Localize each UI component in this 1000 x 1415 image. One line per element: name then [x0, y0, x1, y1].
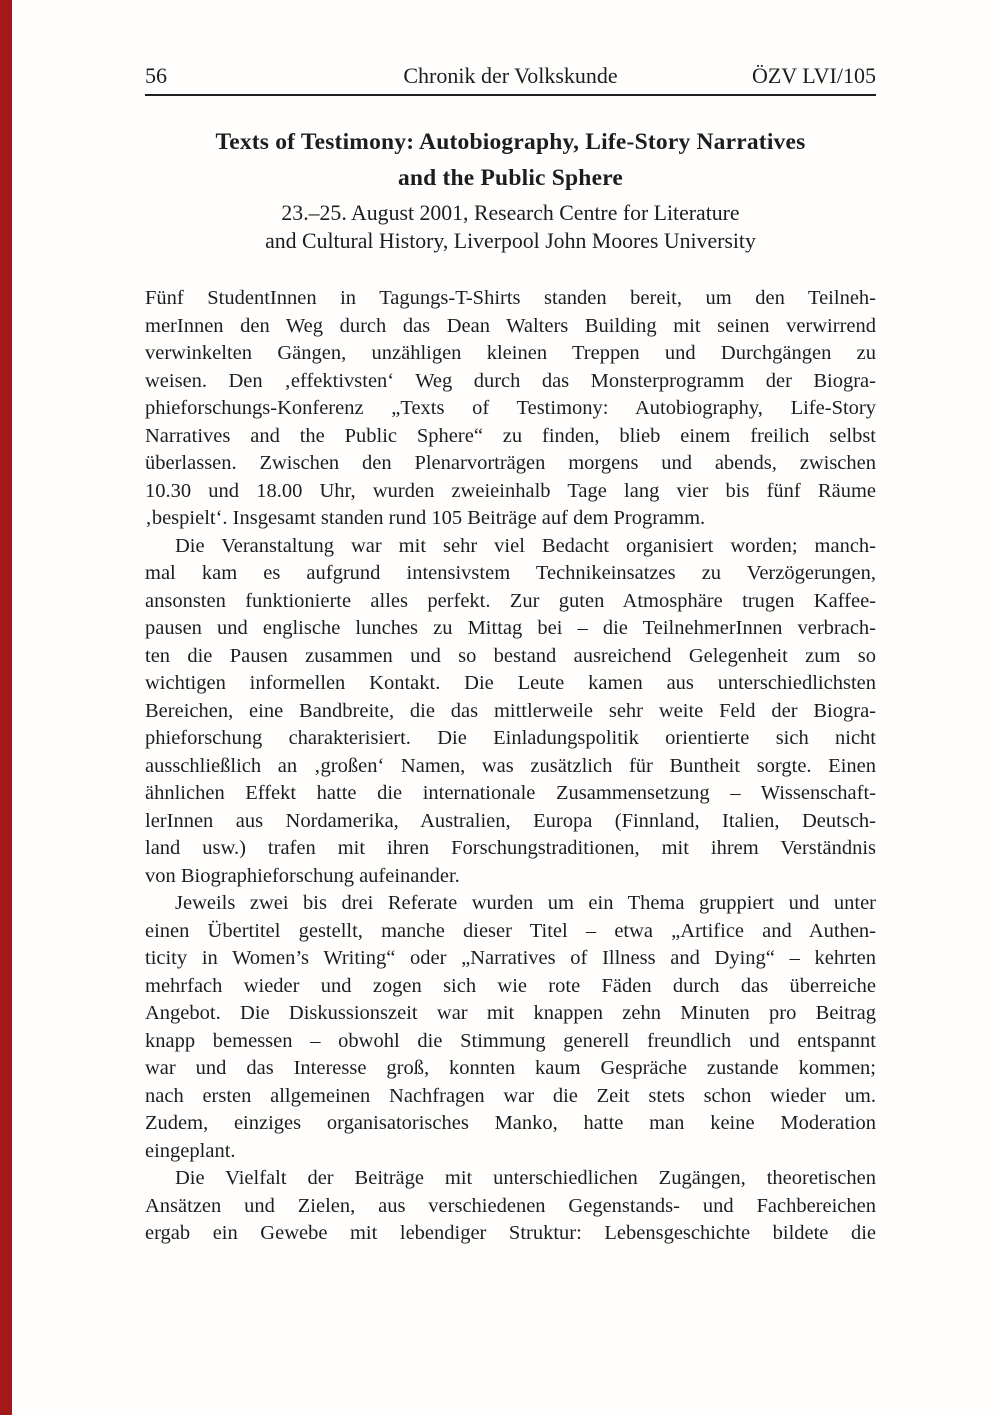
body-text-line: Jeweils zwei bis drei Referate wurden um ein Thema gruppiert und unter: [175, 892, 876, 914]
body-text-line: verwinkelten Gängen, unzähligen kleinen Treppen und Durchgängen zu: [145, 342, 876, 364]
body-text-line: war und das Interesse groß, konnten kaum Gespräche zustande kommen;: [145, 1057, 876, 1079]
body-text-line: ergab ein Gewebe mit lebendiger Struktur: Lebensgeschichte bildete die: [145, 1222, 876, 1244]
body-text-line: ‚bespielt‘. Insgesamt standen rund 105 Beiträge auf dem Programm.: [145, 507, 706, 529]
body-text-line: mal kam es aufgrund intensivstem Technikeinsatzes zu Verzögerungen,: [145, 562, 876, 584]
article-subtitle: [145, 199, 876, 255]
body-text-line: überlassen. Zwischen den Plenarvorträgen morgens und abends, zwischen: [145, 452, 876, 474]
page-content: [145, 0, 876, 1415]
article-body: [145, 285, 876, 1248]
body-text-line: pausen und englische lunches zu Mittag bei – die TeilnehmerInnen verbrach-: [145, 617, 876, 639]
body-text-line: weisen. Den ‚effektivsten‘ Weg durch das Monsterprogramm der Biogra-: [145, 369, 876, 392]
body-text-line: Bereichen, eine Bandbreite, die das mittlerweile sehr weite Feld der Biogra-: [145, 699, 876, 722]
body-text-line: Angebot. Die Diskussionszeit war mit knappen zehn Minuten pro Beitrag: [145, 1002, 876, 1024]
body-text-line: ansonsten funktionierte alles perfekt. Zur guten Atmosphäre trugen Kaffee-: [145, 589, 876, 612]
body-text-line: ausschließlich an ‚großen‘ Namen, was zusätzlich für Buntheit sorgte. Einen: [145, 754, 876, 777]
body-text-line: 10.30 und 18.00 Uhr, wurden zweieinhalb Tage lang vier bis fünf Räume: [145, 479, 876, 502]
article-title-line-2: and the Public Sphere: [397, 165, 624, 191]
body-text-line: knapp bemessen – obwohl die Stimmung generell freundlich und entspannt: [145, 1029, 876, 1052]
journal-section-title: Chronik der Volkskunde: [403, 63, 618, 88]
body-text-line: phieforschungs-Konferenz „Texts of Testimony: Autobiography, Life-Story: [145, 397, 876, 419]
body-text-line: wichtigen informellen Kontakt. Die Leute kamen aus unterschiedlichsten: [145, 672, 876, 694]
running-header: [145, 61, 876, 91]
body-text-line: Fünf StudentInnen in Tagungs-T-Shirts standen bereit, um den Teilneh-: [145, 287, 876, 309]
header-rule: [145, 94, 876, 96]
body-text-line: nach ersten allgemeinen Nachfragen war die Zeit stets schon wieder um.: [145, 1084, 876, 1107]
body-text-line: einen Übertitel gestellt, manche dieser Titel – etwa „Artifice and Authen-: [145, 919, 876, 942]
page-number: 56: [145, 63, 167, 88]
body-text-line: Die Veranstaltung war mit sehr viel Bedacht organisiert worden; manch-: [175, 534, 876, 557]
body-text-line: mehrfach wieder und zogen sich wie rote Fäden durch das überreiche: [145, 974, 876, 997]
journal-issue-label: ÖZV LVI/105: [751, 63, 876, 88]
body-text-line: phieforschung charakterisiert. Die Einladungspolitik orientierte sich nicht: [145, 727, 876, 749]
body-text-line: ten die Pausen zusammen und so bestand ausreichend Gelegenheit zum so: [145, 644, 876, 667]
body-text-line: von Biographieforschung aufeinander.: [145, 864, 460, 887]
body-text-line: land usw.) trafen mit ihren Forschungstraditionen, mit ihrem Verständnis: [145, 837, 876, 859]
body-text-line: Narratives and the Public Sphere“ zu finden, blieb einem freilich selbst: [145, 424, 876, 447]
book-spine-stripe: [0, 0, 12, 1415]
body-text-line: eingeplant.: [145, 1139, 236, 1162]
body-text-line: Ansätzen und Zielen, aus verschiedenen Gegenstands- und Fachbereichen: [145, 1194, 876, 1217]
body-text-line: Zudem, einziges organisatorisches Manko, hatte man keine Moderation: [145, 1112, 876, 1134]
article-title-line-1: Texts of Testimony: Autobiography, Life-Story Narratives: [215, 129, 806, 155]
article-subtitle-line-2: and Cultural History, Liverpool John Moores University: [265, 229, 756, 253]
article-subtitle-line-1: 23.–25. August 2001, Research Centre for Literature: [281, 201, 740, 225]
body-text-line: ticity in Women’s Writing“ oder „Narratives of Illness and Dying“ – kehrten: [145, 947, 876, 969]
body-text-line: ähnlichen Effekt hatte die internationale Zusammensetzung – Wissenschaft-: [145, 782, 876, 804]
body-text-line: Die Vielfalt der Beiträge mit unterschiedlichen Zugängen, theoretischen: [175, 1167, 876, 1189]
body-text-line: lerInnen aus Nordamerika, Australien, Europa (Finnland, Italien, Deutsch-: [145, 809, 876, 832]
article-title: [145, 124, 876, 196]
body-text-line: merInnen den Weg durch das Dean Walters Building mit seinen verwirrend: [145, 314, 876, 337]
